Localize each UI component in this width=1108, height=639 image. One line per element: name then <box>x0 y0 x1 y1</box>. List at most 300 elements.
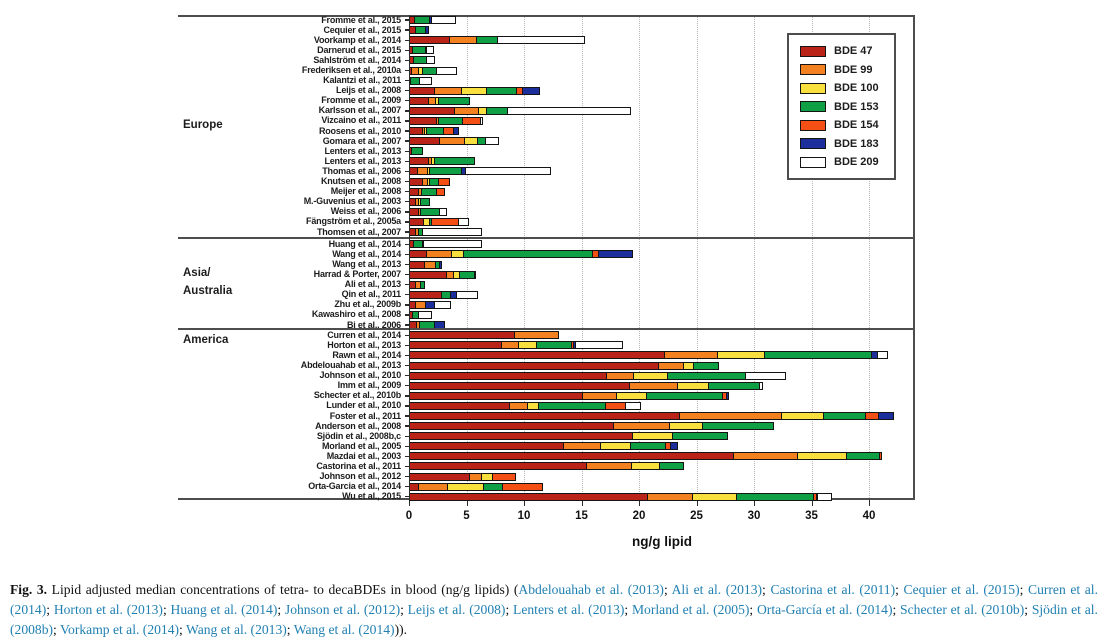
bar-segment-bde-47 <box>409 422 614 430</box>
legend-label: BDE 209 <box>834 156 879 168</box>
bar-segment-bde-209 <box>431 16 456 24</box>
bar-segment-bde-47 <box>409 117 437 125</box>
bar-segment-bde-153 <box>630 442 666 450</box>
citation-link[interactable]: Curren et al. (2014) <box>10 581 1098 617</box>
bar-segment-bde-154 <box>865 412 879 420</box>
bar-segment-bde-153 <box>420 281 425 289</box>
bar-track <box>409 412 915 420</box>
bar-segment-bde-153 <box>459 271 475 279</box>
bar-track <box>409 16 915 24</box>
bar-track <box>409 493 915 501</box>
bar-track <box>409 291 915 299</box>
legend-swatch-bde-99 <box>800 64 826 75</box>
bar-segment-bde-100 <box>669 422 702 430</box>
bar-segment-bde-153 <box>672 432 728 440</box>
bar-segment-bde-47 <box>409 218 424 226</box>
row-label: Castorina et al., 2011 <box>316 460 401 471</box>
bar-segment-bde-99 <box>439 137 465 145</box>
bar-track <box>409 372 915 380</box>
legend-label: BDE 99 <box>834 63 873 76</box>
bar-segment-bde-154 <box>492 473 516 481</box>
row-label: Cequier et al., 2015 <box>323 24 401 35</box>
bar-row <box>178 482 915 492</box>
bar-segment-bde-209 <box>434 301 451 309</box>
citation-link[interactable]: Castorina et al. (2011) <box>770 581 896 597</box>
bar-segment-bde-153 <box>429 167 462 175</box>
bar-segment-bde-99 <box>586 462 632 470</box>
bar-segment-bde-100 <box>717 351 764 359</box>
bar-segment-bde-47 <box>409 432 633 440</box>
bar-segment-bde-153 <box>736 493 814 501</box>
bar-segment-bde-209 <box>422 228 482 236</box>
group-label-asia-australia: Asia/ Australia <box>183 266 233 297</box>
bar-row <box>178 270 915 280</box>
bar-segment-bde-153 <box>412 46 426 54</box>
bar-segment-bde-99 <box>514 331 559 339</box>
bar-segment-bde-99 <box>679 412 781 420</box>
bar-row <box>178 217 915 227</box>
bar-row <box>178 441 915 451</box>
bar-row <box>178 227 915 237</box>
citation-link[interactable]: Ali et al. (2013) <box>671 581 763 597</box>
bar-segment-bde-209 <box>877 351 889 359</box>
bar-segment-bde-99 <box>454 107 479 115</box>
bar-row <box>178 207 915 217</box>
legend <box>787 33 896 180</box>
row-label: Fängström et al., 2005a <box>306 216 401 227</box>
bar-segment-bde-47 <box>409 271 447 279</box>
legend-swatch-bde-100 <box>800 83 826 94</box>
bar-row <box>178 187 915 197</box>
bar-segment-bde-153 <box>426 127 444 135</box>
caption-body: Lipid adjusted median concentrations of tetra- to decaBDEs in blood (ng/g lipids) (Abdelouahab et al. (2013); Ali et al. (2013); Castorina et al. (2011); Cequier et al. (2015); Curren et al. (2014); Horton et al. (2013); Huang et al. (2014); Johnson et al. (2012); Leijs et al. (2008); Lenters et al. (2013); Morland et al. (2005); Orta-García et al. (2014); Schecter et al. (2010b); Sjödin et al. (2008b); Vorkamp et al. (2014); Wang et al. (2013); Wang et al. (2014))). <box>10 581 1098 638</box>
row-label: Wu et al., 2015 <box>342 491 401 502</box>
row-label: Sahlström et al., 2014 <box>313 54 401 65</box>
bar-track <box>409 301 915 309</box>
citation-link[interactable]: Morland et al. (2005) <box>631 601 750 617</box>
row-label: Abdelouahab et al., 2013 <box>300 360 401 371</box>
bar-track <box>409 422 915 430</box>
bar-segment-bde-153 <box>434 157 475 165</box>
legend-swatch-bde-209 <box>800 157 826 168</box>
bar-segment-bde-47 <box>409 362 659 370</box>
bar-track <box>409 351 915 359</box>
legend-label: BDE 154 <box>834 119 879 131</box>
bar-row <box>178 239 915 249</box>
bar-segment-bde-209 <box>745 372 785 380</box>
legend-item-bde-154 <box>800 119 894 131</box>
bar-segment-bde-154 <box>438 178 450 186</box>
x-tick-label-40: 40 <box>862 510 876 522</box>
bar-segment-bde-154 <box>462 117 480 125</box>
bar-row <box>178 451 915 461</box>
bar-track <box>409 483 915 491</box>
bar-segment-bde-209 <box>456 291 478 299</box>
row-label: Morland et al., 2005 <box>321 440 401 451</box>
bar-track <box>409 228 915 236</box>
bar-row <box>178 260 915 270</box>
row-label: Knutsen et al., 2008 <box>320 176 401 187</box>
bar-segment-bde-100 <box>600 442 631 450</box>
bar-segment-bde-183 <box>726 392 729 400</box>
x-tick-label-5: 5 <box>463 510 470 522</box>
row-label: Fromme et al., 2009 <box>321 95 401 106</box>
row-label: Horton et al., 2013 <box>327 339 401 350</box>
bar-segment-bde-99 <box>629 382 678 390</box>
row-label: Voorkamp et al., 2014 <box>313 34 401 45</box>
row-label: Lenters et al., 2013 <box>324 155 401 166</box>
bar-segment-bde-47 <box>409 473 470 481</box>
row-label: Qin et al., 2011 <box>341 289 401 300</box>
bar-segment-bde-153 <box>422 67 437 75</box>
bar-segment-bde-47 <box>409 157 429 165</box>
bar-segment-bde-209 <box>507 107 631 115</box>
bar-segment-bde-47 <box>409 402 510 410</box>
bar-segment-bde-47 <box>409 331 515 339</box>
bar-segment-bde-209 <box>817 493 832 501</box>
bar-row <box>178 401 915 411</box>
bar-track <box>409 271 915 279</box>
bar-segment-bde-154 <box>605 402 626 410</box>
bar-row <box>178 361 915 371</box>
bar-segment-bde-47 <box>409 261 425 269</box>
legend-label: BDE 47 <box>834 45 873 57</box>
bar-segment-bde-183 <box>878 412 894 420</box>
bar-segment-bde-47 <box>409 97 429 105</box>
x-tick-label-30: 30 <box>747 510 761 522</box>
row-label: Lenters et al., 2013 <box>324 145 401 156</box>
bar-track <box>409 198 915 206</box>
bar-segment-bde-209 <box>419 77 432 85</box>
bar-segment-bde-153 <box>702 422 774 430</box>
bar-segment-bde-153 <box>764 351 872 359</box>
bar-segment-bde-99 <box>418 483 448 491</box>
row-label: Orta-Garcia et al., 2014 <box>308 481 401 492</box>
row-label: Zhu et al., 2009b <box>334 299 401 310</box>
bar-segment-bde-209 <box>625 402 641 410</box>
legend-item-bde-99 <box>800 64 894 76</box>
bar-track <box>409 341 915 349</box>
row-label: Anderson et al., 2008 <box>315 420 401 431</box>
row-label: Mazdai et al., 2003 <box>326 450 401 461</box>
bar-row <box>178 310 915 320</box>
bar-segment-bde-47 <box>409 351 665 359</box>
bar-segment-bde-183 <box>425 26 428 34</box>
x-tick-label-0: 0 <box>405 510 413 522</box>
legend-label: BDE 183 <box>834 137 879 150</box>
legend-item-bde-183 <box>800 138 894 150</box>
bar-track <box>409 311 915 319</box>
bar-segment-bde-153 <box>667 372 746 380</box>
row-label: Kalantzi et al., 2011 <box>323 75 401 86</box>
citation-link[interactable]: Wang et al. (2014) <box>293 622 395 638</box>
bar-segment-bde-183 <box>670 442 678 450</box>
bar-segment-bde-47 <box>409 137 440 145</box>
bar-track <box>409 261 915 269</box>
bar-segment-bde-153 <box>708 382 760 390</box>
row-label: Harrad & Porter, 2007 <box>313 269 401 280</box>
bar-track <box>409 392 915 400</box>
row-label: M.-Guvenius et al., 2003 <box>303 196 401 207</box>
bar-segment-bde-154 <box>502 483 543 491</box>
bar-segment-bde-99 <box>647 493 693 501</box>
citation-link[interactable]: Orta-García et al. (2014) <box>756 601 893 617</box>
bar-segment-bde-153 <box>846 452 879 460</box>
bar-segment-bde-47 <box>409 452 734 460</box>
citation-link[interactable]: Leijs et al. (2008) <box>407 601 506 617</box>
bar-segment-bde-153 <box>411 147 423 155</box>
group-2 <box>178 328 915 502</box>
caption-label: Fig. 3. <box>10 581 48 597</box>
bar-segment-bde-47 <box>409 291 442 299</box>
bar-row <box>178 249 915 259</box>
bar-segment-bde-47 <box>409 36 450 44</box>
bar-row <box>178 492 915 502</box>
row-label: Rawn et al., 2014 <box>332 349 401 360</box>
bar-segment-bde-154 <box>436 188 445 196</box>
bar-segment-bde-100 <box>633 372 668 380</box>
bar-track <box>409 473 915 481</box>
row-label: Leijs et al., 2008 <box>336 85 401 96</box>
bar-segment-bde-100 <box>797 452 848 460</box>
row-label: Johnson et al., 2010 <box>319 370 401 381</box>
bar-row <box>178 197 915 207</box>
bar-segment-bde-100 <box>677 382 709 390</box>
bar-segment-bde-47 <box>409 178 423 186</box>
row-label: Darnerud et al., 2015 <box>317 44 401 55</box>
bar-track <box>409 250 915 258</box>
row-label: Kawashiro et al., 2008 <box>311 309 401 320</box>
x-tick-label-35: 35 <box>805 510 818 522</box>
bar-segment-bde-47 <box>409 127 423 135</box>
citation-link[interactable]: Sjödin et al. (2008b) <box>10 601 1098 638</box>
bar-track <box>409 218 915 226</box>
bar-segment-bde-183 <box>598 250 633 258</box>
x-tick-label-15: 15 <box>575 510 588 522</box>
bar-segment-bde-47 <box>409 341 502 349</box>
bar-segment-bde-100 <box>631 462 660 470</box>
bar-row <box>178 290 915 300</box>
bar-track <box>409 208 915 216</box>
bar-segment-bde-183 <box>439 261 441 269</box>
row-label: Sjödin et al., 2008b,c <box>316 430 401 441</box>
bar-segment-bde-47 <box>409 442 564 450</box>
bar-segment-bde-153 <box>659 462 684 470</box>
x-axis-title: ng/g lipid <box>632 534 692 549</box>
bar-row <box>178 15 915 25</box>
row-label: Imm et al., 2009 <box>337 380 401 391</box>
bar-segment-bde-100 <box>464 137 478 145</box>
row-label: Wang et al., 2014 <box>332 248 401 259</box>
bar-track <box>409 188 915 196</box>
legend-item-bde-209 <box>800 156 894 168</box>
row-label: Frederiksen et al., 2010a <box>301 65 401 76</box>
bar-segment-bde-153 <box>486 87 516 95</box>
citation-link[interactable]: Johnson et al. (2012) <box>284 601 401 617</box>
bar-track <box>409 382 915 390</box>
bar-segment-bde-47 <box>409 462 587 470</box>
bar-segment-bde-47 <box>409 107 455 115</box>
bar-row <box>178 472 915 482</box>
bar-segment-bde-100 <box>632 432 672 440</box>
bar-segment-bde-153 <box>463 250 593 258</box>
row-label: Thomsen et al., 2007 <box>316 226 401 237</box>
bar-segment-bde-153 <box>420 208 440 216</box>
citation-link[interactable]: Lenters et al. (2013) <box>513 601 625 617</box>
row-label: Fromme et al., 2015 <box>321 14 401 25</box>
bar-row <box>178 371 915 381</box>
bar-segment-bde-209 <box>426 56 435 64</box>
bar-segment-bde-209 <box>480 117 483 125</box>
bar-segment-bde-153 <box>486 107 508 115</box>
bar-row <box>178 300 915 310</box>
bar-row <box>178 350 915 360</box>
bar-track <box>409 331 915 339</box>
bar-segment-bde-153 <box>476 36 498 44</box>
bar-segment-bde-47 <box>409 87 435 95</box>
bar-segment-bde-99 <box>449 36 477 44</box>
citation-link[interactable]: Huang et al. (2014) <box>170 601 278 617</box>
bar-row <box>178 421 915 431</box>
group-1 <box>178 237 915 330</box>
bar-track <box>409 362 915 370</box>
bar-segment-bde-153 <box>438 117 463 125</box>
y-axis-line <box>409 15 410 500</box>
bar-segment-bde-100 <box>447 483 484 491</box>
bar-segment-bde-183 <box>453 127 459 135</box>
bar-segment-bde-47 <box>409 372 607 380</box>
bar-segment-bde-154 <box>431 218 459 226</box>
bar-segment-bde-153 <box>438 97 471 105</box>
group-label-europe: Europe <box>183 119 223 132</box>
bar-segment-bde-209 <box>418 311 432 319</box>
bar-segment-bde-183 <box>522 87 539 95</box>
bar-track <box>409 462 915 470</box>
legend-item-bde-153 <box>800 101 894 113</box>
bar-segment-bde-100 <box>518 341 537 349</box>
bar-segment-bde-99 <box>658 362 684 370</box>
row-label: Vizcaino et al., 2011 <box>321 115 401 126</box>
bar-segment-bde-209 <box>485 137 499 145</box>
citation-link[interactable]: Wang et al. (2013) <box>185 622 287 638</box>
bar-segment-bde-47 <box>409 382 630 390</box>
row-label: Gomara et al., 2007 <box>322 135 401 146</box>
legend-item-bde-100 <box>800 82 894 94</box>
row-label: Roosens et al., 2010 <box>318 125 401 136</box>
row-label: Weiss et al., 2006 <box>330 206 401 217</box>
bar-segment-bde-99 <box>434 87 462 95</box>
bar-segment-bde-209 <box>458 218 470 226</box>
citation-link[interactable]: Vorkamp et al. (2014) <box>59 622 180 638</box>
bar-segment-bde-99 <box>733 452 797 460</box>
bar-segment-bde-99 <box>582 392 618 400</box>
bar-segment-bde-153 <box>420 198 430 206</box>
group-label-america: America <box>183 334 229 347</box>
figure-caption <box>10 580 1098 639</box>
bar-segment-bde-99 <box>509 402 527 410</box>
bar-segment-bde-153 <box>538 402 606 410</box>
bar-row <box>178 330 915 340</box>
citation-link[interactable]: Abdelouahab et al. (2013) <box>518 581 664 597</box>
citation-link[interactable]: Horton et al. (2013) <box>53 601 163 617</box>
bar-row <box>178 411 915 421</box>
bar-segment-bde-47 <box>409 412 680 420</box>
bar-segment-bde-183 <box>474 271 476 279</box>
bar-segment-bde-209 <box>423 240 482 248</box>
x-tick-label-10: 10 <box>517 510 531 522</box>
bar-segment-bde-47 <box>409 250 427 258</box>
legend-swatch-bde-183 <box>800 138 826 149</box>
legend-label: BDE 100 <box>834 82 879 94</box>
bar-track <box>409 432 915 440</box>
row-label: Wang et al., 2013 <box>332 259 401 270</box>
row-label: Bi et al., 2006 <box>346 319 401 330</box>
bar-row <box>178 431 915 441</box>
citation-link[interactable]: Schecter et al. (2010b) <box>900 601 1025 617</box>
bar-segment-bde-99 <box>613 422 671 430</box>
bar-segment-bde-153 <box>646 392 723 400</box>
row-label: Huang et al., 2014 <box>328 238 401 249</box>
row-label: Lunder et al., 2010 <box>326 400 401 411</box>
bar-segment-bde-153 <box>421 188 437 196</box>
bar-segment-bde-153 <box>823 412 866 420</box>
bar-row <box>178 391 915 401</box>
bar-segment-bde-209 <box>497 36 586 44</box>
bar-segment-bde-99 <box>563 442 600 450</box>
bar-track <box>409 281 915 289</box>
bar-segment-bde-99 <box>426 250 452 258</box>
bar-segment-bde-209 <box>439 208 447 216</box>
bar-track <box>409 402 915 410</box>
legend-swatch-bde-153 <box>800 101 826 112</box>
bar-segment-bde-153 <box>414 16 430 24</box>
legend-item-bde-47 <box>800 45 894 57</box>
bar-row <box>178 461 915 471</box>
bar-segment-bde-99 <box>501 341 519 349</box>
bar-segment-bde-47 <box>409 493 648 501</box>
legend-swatch-bde-154 <box>800 120 826 131</box>
bar-segment-bde-154 <box>879 452 882 460</box>
bar-row <box>178 381 915 391</box>
row-label: Karlsson et al., 2007 <box>318 105 401 116</box>
row-label: Meijer et al., 2008 <box>330 186 401 197</box>
bar-segment-bde-153 <box>483 483 503 491</box>
bar-segment-bde-209 <box>759 382 762 390</box>
bar-track <box>409 442 915 450</box>
row-label: Foster et al., 2011 <box>329 410 401 421</box>
x-tick-label-25: 25 <box>690 510 703 522</box>
bar-segment-bde-47 <box>409 392 583 400</box>
bar-row <box>178 280 915 290</box>
row-label: Thomas et al., 2006 <box>322 165 401 176</box>
bar-segment-bde-209 <box>465 167 551 175</box>
legend-label: BDE 153 <box>834 100 879 113</box>
bar-segment-bde-100 <box>781 412 825 420</box>
bar-segment-bde-99 <box>664 351 718 359</box>
bar-segment-bde-209 <box>426 46 433 54</box>
row-label: Schecter et al., 2010b <box>313 390 401 401</box>
citation-link[interactable]: Cequier et al. (2015) <box>903 581 1020 597</box>
bar-track <box>409 452 915 460</box>
bar-segment-bde-209 <box>436 67 457 75</box>
row-label: Curren et al., 2014 <box>327 329 401 340</box>
bar-segment-bde-153 <box>693 362 718 370</box>
bar-segment-bde-100 <box>461 87 487 95</box>
bar-segment-bde-153 <box>413 56 427 64</box>
bar-segment-bde-209 <box>575 341 622 349</box>
bar-row <box>178 340 915 350</box>
bar-segment-bde-153 <box>536 341 572 349</box>
